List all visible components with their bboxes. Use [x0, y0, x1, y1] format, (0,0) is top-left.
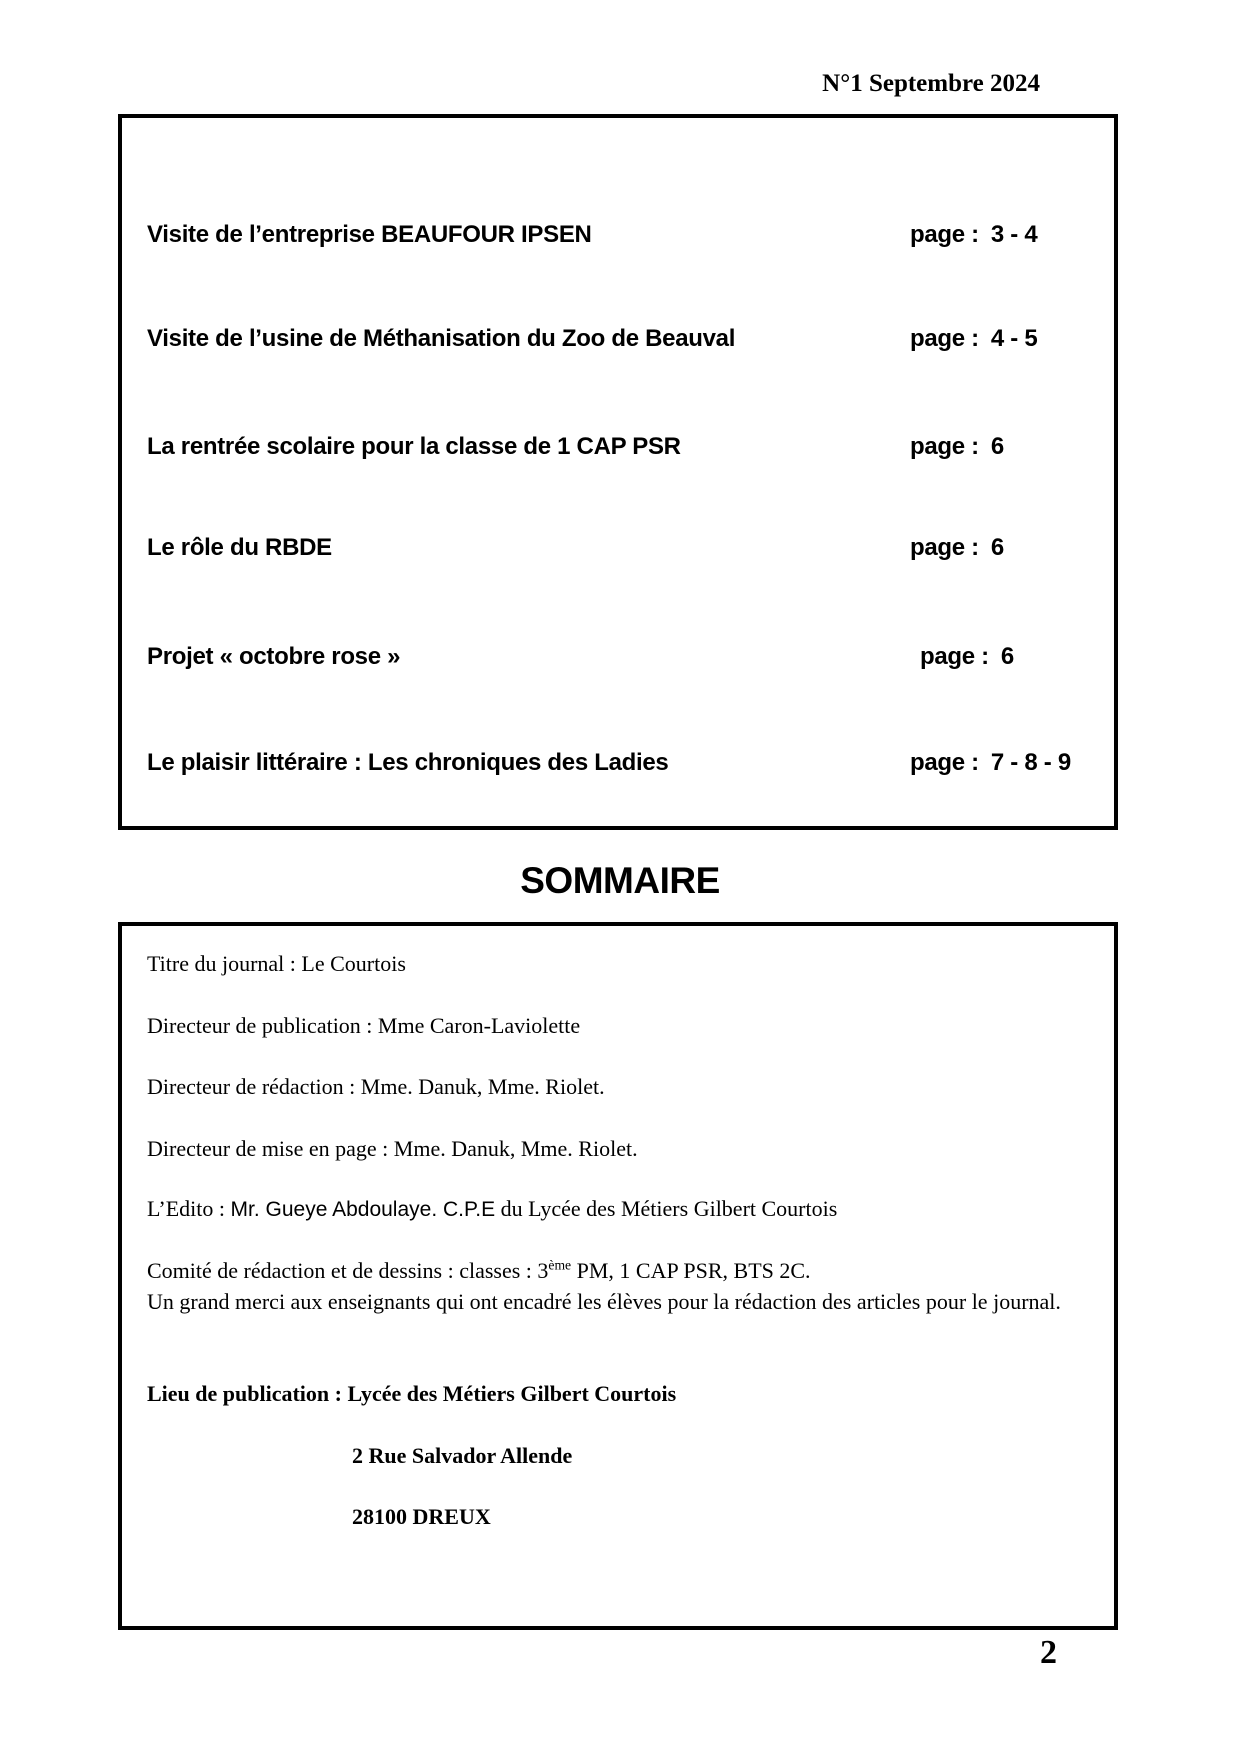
edito-line: [147, 1193, 1089, 1225]
toc-entry-page: [910, 534, 1004, 562]
toc-page-label: page :: [920, 643, 989, 670]
toc-page-label: page :: [910, 433, 979, 460]
redaction-director-line: Directeur de rédaction : Mme. Danuk, Mme. Riolet.: [147, 1074, 605, 1099]
toc-row: [147, 534, 1104, 568]
layout-director-line: Directeur de mise en page : Mme. Danuk, Mme. Riolet.: [147, 1136, 638, 1161]
comite-line: [147, 1255, 1089, 1286]
toc-page-numbers: 7 - 8 - 9: [990, 749, 1071, 776]
page-number: 2: [1040, 1634, 1057, 1671]
toc-entry-page: [910, 221, 1037, 249]
issue-header: N°1 Septembre 2024: [822, 70, 1040, 97]
toc-entry-page: [910, 749, 1071, 777]
toc-page-label: page :: [910, 749, 979, 776]
comite-superscript: ème: [548, 1257, 572, 1273]
edito-name: Mr. Gueye Abdoulaye. C.P.E: [230, 1198, 496, 1221]
publication-place-line: Lieu de publication : Lycée des Métiers Gilbert Courtois: [147, 1381, 677, 1406]
toc-entry-title: Visite de l’usine de Méthanisation du Zoo de Beauval: [147, 325, 736, 352]
edito-suffix: du Lycée des Métiers Gilbert Courtois: [495, 1196, 838, 1221]
publication-director-line: Directeur de publication : Mme Caron-Laviolette: [147, 1013, 581, 1038]
toc-row: [147, 433, 1104, 467]
toc-page-label: page :: [910, 534, 979, 561]
merci-line: Un grand merci aux enseignants qui ont encadré les élèves pour la rédaction des articles pour le journal.: [147, 1289, 1061, 1314]
toc-entry-title: Le rôle du RBDE: [147, 534, 332, 561]
toc-page-label: page :: [910, 325, 979, 352]
toc-box: [118, 114, 1118, 830]
toc-row: [147, 325, 1104, 359]
toc-entry-page: [920, 643, 1014, 671]
toc-page-numbers: 3 - 4: [990, 221, 1038, 248]
toc-page-numbers: 4 - 5: [990, 325, 1038, 352]
toc-entry-title: Visite de l’entreprise BEAUFOUR IPSEN: [147, 221, 592, 248]
toc-row: [147, 643, 1104, 677]
toc-row: [147, 221, 1104, 255]
comite-prefix: Comité de rédaction et de dessins : classes : 3: [147, 1258, 549, 1283]
address-street-line: 2 Rue Salvador Allende: [352, 1443, 573, 1468]
toc-row: [147, 749, 1104, 783]
toc-entry-title: Le plaisir littéraire : Les chroniques des Ladies: [147, 749, 669, 776]
address-city-line: 28100 DREUX: [352, 1504, 491, 1529]
comite-suffix: PM, 1 CAP PSR, BTS 2C.: [571, 1258, 811, 1283]
toc-entry-title: Projet « octobre rose »: [147, 643, 401, 670]
toc-page-numbers: 6: [990, 433, 1004, 460]
section-title: SOMMAIRE: [520, 860, 720, 901]
toc-page-label: page :: [910, 221, 979, 248]
toc-page-numbers: 6: [1000, 643, 1014, 670]
masthead-box: [118, 922, 1118, 1630]
toc-entry-title: La rentrée scolaire pour la classe de 1 CAP PSR: [147, 433, 681, 460]
toc-entry-page: [910, 433, 1004, 461]
toc-entry-page: [910, 325, 1037, 353]
journal-title-line: Titre du journal : Le Courtois: [147, 951, 406, 976]
edito-prefix: L’Edito :: [147, 1196, 231, 1221]
toc-page-numbers: 6: [990, 534, 1004, 561]
